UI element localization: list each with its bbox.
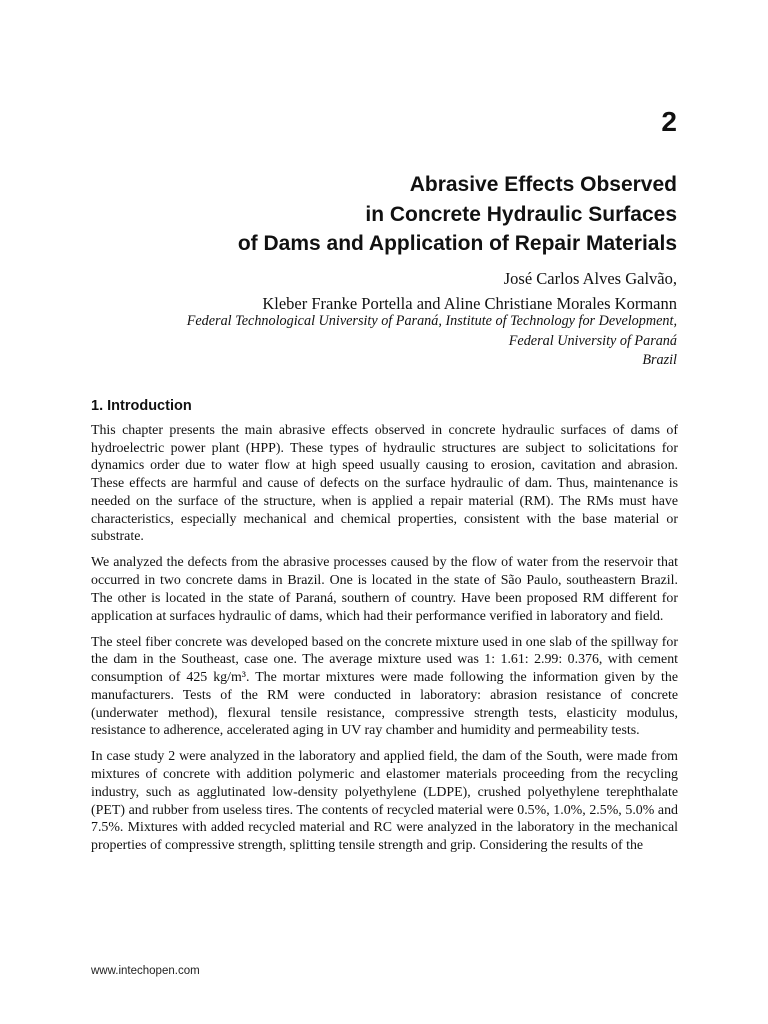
- body-text: [91, 422, 678, 863]
- paragraph: This chapter presents the main abrasive effects observed in concrete hydraulic surfaces of dams of hydroelectric power plant (HPP). These types of hydraulic structures are subject to solicitations for dynamics order due to water flow at high speed usually causing to erosion, cavitation and abrasion. These effects are harmful and cause of defects on the surface hydraulic of dam. Thus, maintenance is needed on the surface of the structure, when is applied a repair material (RM). The RMs must have characteristics, especially mechanical and chemical properties, consistent with the base material or substrate.: [91, 423, 678, 545]
- paragraph: In case study 2 were analyzed in the laboratory and applied field, the dam of the South, were made from mixtures of concrete with addition polymeric and elastomer materials proceeding from the recycling industry, such as agglutinated low-density polyethylene (LDPE), crushed polyethylene terephthalate (PET) and rubber from useless tires. The contents of recycled material were 0.5%, 1.0%, 2.5%, 5.0% and 7.5%. Mixtures with added recycled material and RC were analyzed in the laboratory in the mechanical properties of compressive strength, splitting tensile strength and grip. Considering the results of the: [91, 749, 678, 853]
- author-line: Kleber Franke Portella and Aline Christiane Morales Kormann: [262, 294, 677, 313]
- author-line: José Carlos Alves Galvão,: [503, 269, 677, 288]
- chapter-title: [77, 170, 677, 259]
- affiliation-line: Federal Technological University of Paraná, Institute of Technology for Development,: [186, 313, 677, 329]
- paragraph: The steel fiber concrete was developed based on the concrete mixture used in one slab of the spillway for the dam in the Southeast, case one. The average mixture used was 1: 1.61: 2.99: 0.376, with cement consumption of 425 kg/m³. The mortar mixtures were made following the information given by the manufacturers. Tests of the RM were conducted in laboratory: abrasion resistance of concrete (underwater method), flexural tensile resistance, compressive strength tests, elasticity modulus, resistance to adherence, accelerated aging in UV ray chamber and humidity and permeability tests.: [91, 634, 678, 739]
- section-heading: 1. Introduction: [91, 398, 192, 414]
- affiliation-line: Brazil: [642, 352, 677, 368]
- chapter-number: 2: [661, 106, 677, 137]
- affiliation: [57, 312, 677, 371]
- affiliation-line: Federal University of Paraná: [508, 332, 677, 349]
- chapter-title-line: Abrasive Effects Observed: [409, 173, 677, 196]
- paragraph: We analyzed the defects from the abrasive processes caused by the flow of water from the reservoir that occurred in two concrete dams in Brazil. One is located in the state of São Paulo, southeastern Brazil. The other is located in the state of Paraná, southern of country. Have been proposed RM different for application at surfaces hydraulic of dams, which had their performance verified in laboratory and field.: [91, 555, 678, 624]
- footer-url[interactable]: www.intechopen.com: [91, 965, 200, 977]
- chapter-title-line: of Dams and Application of Repair Materials: [237, 232, 677, 255]
- author-list: [57, 266, 677, 316]
- chapter-title-line: in Concrete Hydraulic Surfaces: [365, 202, 677, 226]
